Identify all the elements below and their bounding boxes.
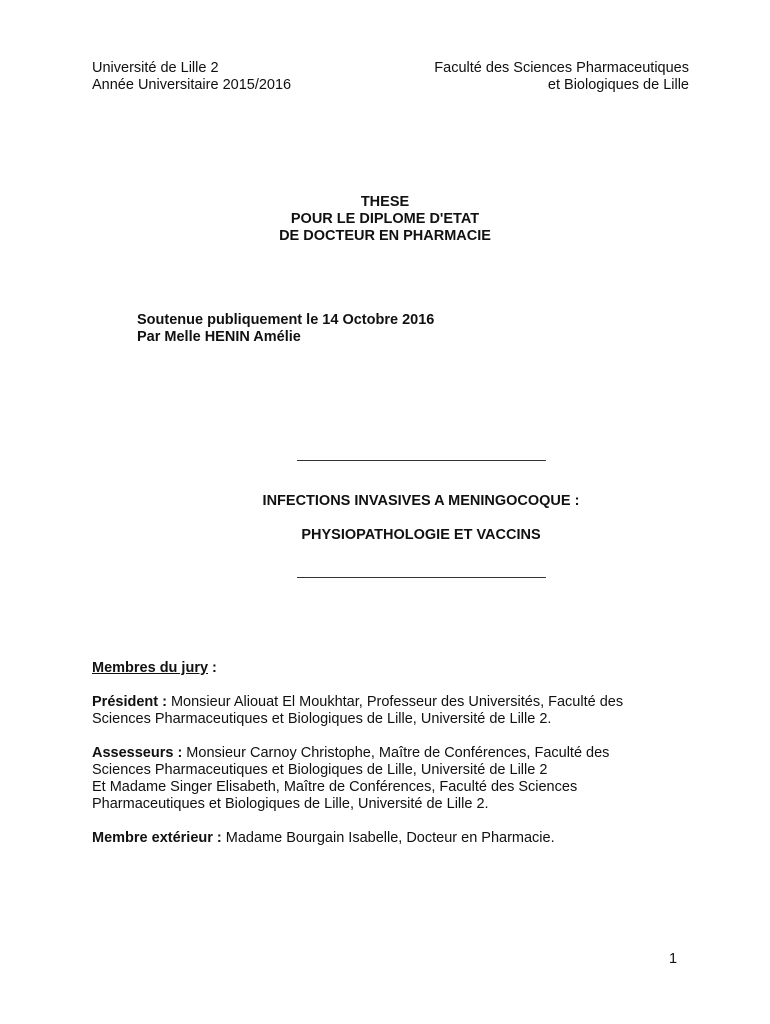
president-label: Président :	[92, 694, 167, 710]
academic-year: Année Universitaire 2015/2016	[92, 77, 292, 93]
separator-line-top	[297, 460, 546, 461]
president-line-2: Sciences Pharmaceutiques et Biologiques de Lille, Université de Lille 2.	[92, 711, 552, 727]
assessors-line-1	[92, 745, 692, 762]
external-label: Membre extérieur :	[92, 830, 222, 846]
subject-title-line2: PHYSIOPATHOLOGIE ET VACCINS	[301, 527, 541, 543]
assessors-text-1: Monsieur Carnoy Christophe, Maître de Conférences, Faculté des	[182, 745, 610, 761]
jury-heading-colon: :	[208, 660, 217, 676]
external-line	[92, 830, 692, 847]
faculty-header	[434, 60, 689, 94]
subject-title-line1: INFECTIONS INVASIVES A MENINGOCOQUE :	[262, 493, 580, 509]
faculty-name-line2: et Biologiques de Lille	[547, 77, 689, 93]
faculty-name-line1: Faculté des Sciences Pharmaceutiques	[434, 60, 689, 76]
separator-line-bottom	[297, 577, 546, 578]
title-line-3: DE DOCTEUR EN PHARMACIE	[279, 228, 491, 244]
president-text-1: Monsieur Aliouat El Moukhtar, Professeur des Universités, Faculté des	[166, 694, 624, 710]
defense-info	[137, 312, 434, 346]
assessors-label: Assesseurs :	[92, 745, 183, 761]
thesis-title	[0, 194, 770, 245]
jury-assessors	[92, 745, 692, 813]
university-name: Université de Lille 2	[92, 60, 219, 76]
author-name: Par Melle HENIN Amélie	[137, 329, 301, 345]
jury-heading-text: Membres du jury	[92, 660, 209, 676]
assessors-line-4: Pharmaceutiques et Biologiques de Lille, Université de Lille 2.	[92, 796, 489, 812]
jury-heading	[92, 660, 692, 677]
defense-date: Soutenue publiquement le 14 Octobre 2016	[137, 312, 435, 328]
external-text: Madame Bourgain Isabelle, Docteur en Pharmacie.	[221, 830, 555, 846]
assessors-line-3: Et Madame Singer Elisabeth, Maître de Conférences, Faculté des Sciences	[92, 779, 578, 795]
title-line-1: THESE	[360, 194, 410, 210]
assessors-line-2: Sciences Pharmaceutiques et Biologiques de Lille, Université de Lille 2	[92, 762, 548, 778]
university-header	[92, 60, 291, 94]
president-line-1	[92, 694, 692, 711]
jury-external-member	[92, 830, 692, 847]
page-number: 1	[669, 951, 678, 967]
jury-section	[92, 660, 692, 847]
title-line-2: POUR LE DIPLOME D'ETAT	[290, 211, 480, 227]
jury-president	[92, 694, 692, 728]
